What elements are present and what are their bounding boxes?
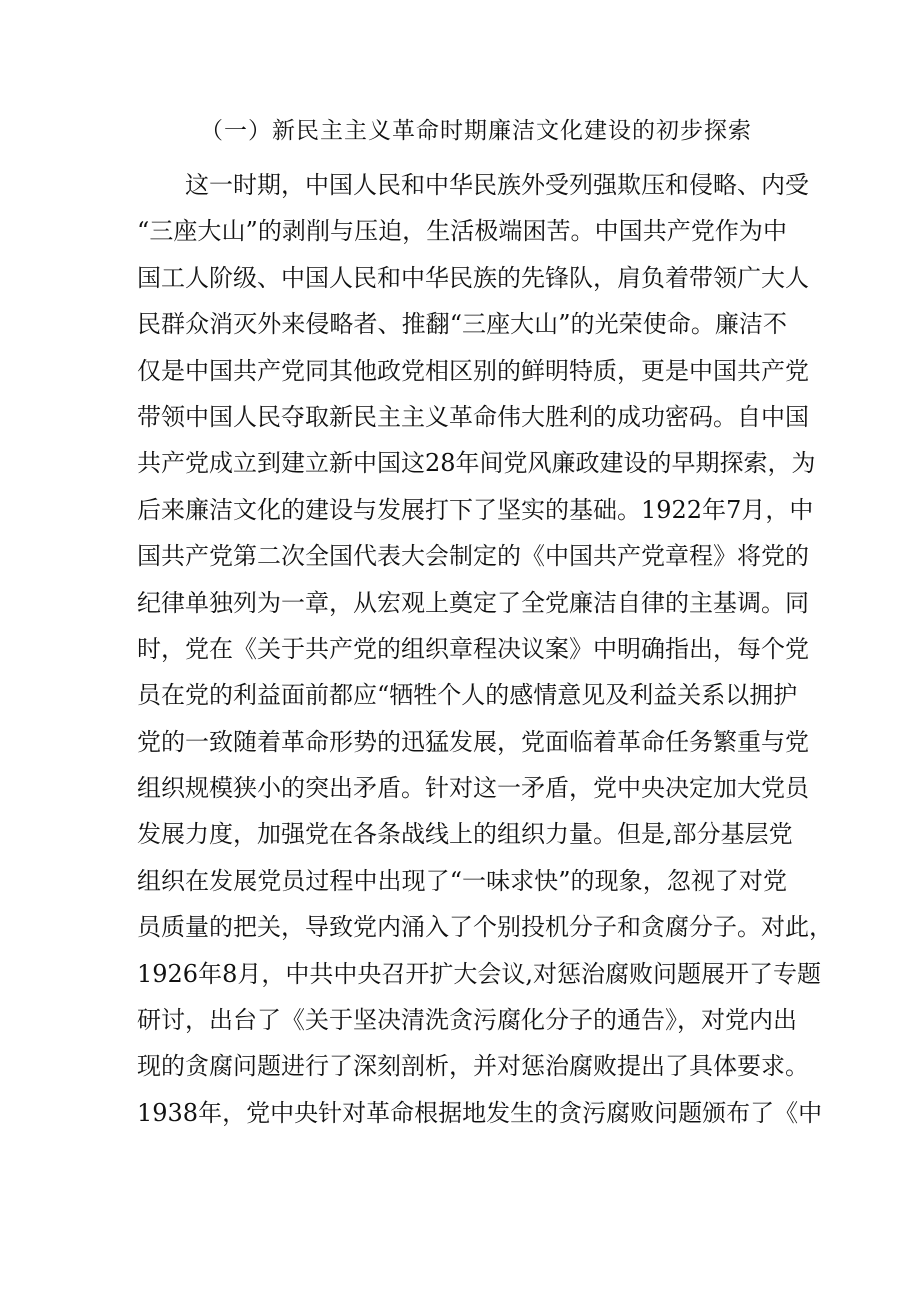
paragraph-line: 发展力度，加强党在各条战线上的组织力量。但是,部分基层党 (137, 820, 793, 849)
paragraph-line: 组织在发展党员过程中出现了“一味求快”的现象，忽视了对党 (137, 866, 787, 895)
paragraph-line: 带领中国人民夺取新民主主义革命伟大胜利的成功密码。自中国 (137, 402, 809, 431)
paragraph-line: 研讨，出台了《关于坚决清洗贪污腐化分子的通告》，对党内出 (137, 1006, 797, 1035)
paragraph-line: 仅是中国共产党同其他政党相区别的鲜明特质，更是中国共产党 (137, 356, 809, 385)
paragraph-line: 国共产党第二次全国代表大会制定的《中国共产党章程》将党的 (137, 542, 809, 571)
paragraph-line: 纪律单独列为一章，从宏观上奠定了全党廉洁自律的主基调。同 (137, 588, 809, 617)
paragraph-line: 时，党在《关于共产党的组织章程决议案》中明确指出，每个党 (137, 634, 809, 663)
paragraph-line: “三座大山”的剥削与压迫，生活极端困苦。中国共产党作为中 (137, 217, 787, 246)
paragraph-line: 1938年，党中央针对革命根据地发生的贪污腐败问题颁布了《中 (137, 1098, 823, 1127)
paragraph-line: 员质量的把关，导致党内涌入了个别投机分子和贪腐分子。对此， (137, 913, 833, 942)
paragraph-line: 员在党的利益面前都应“牺牲个人的感情意见及利益关系以拥护 (137, 681, 798, 710)
paragraph-line: 组织规模狭小的突出矛盾。针对这一矛盾，党中央决定加大党员 (137, 774, 809, 803)
section-heading: （一）新民主主义革命时期廉洁文化建设的初步探索 (200, 118, 752, 144)
paragraph-line: 现的贪腐问题进行了深刻剖析，并对惩治腐败提出了具体要求。 (137, 1052, 809, 1081)
paragraph-line: 国工人阶级、中国人民和中华民族的先锋队，肩负着带领广大人 (137, 263, 809, 292)
paragraph-line: 这一时期，中国人民和中华民族外受列强欺压和侵略、内受 (185, 171, 809, 199)
paragraph-line: 1926年8月，中共中央召开扩大会议,对惩治腐败问题展开了专题 (137, 959, 821, 988)
paragraph-line: 民群众消灭外来侵略者、推翻“三座大山”的光荣使命。廉洁不 (137, 310, 787, 339)
paragraph-line: 党的一致随着革命形势的迅猛发展，党面临着革命任务繁重与党 (137, 727, 809, 756)
body-paragraph (137, 162, 833, 1136)
paragraph-line: 共产党成立到建立新中国这28年间党风廉政建设的早期探索，为 (137, 449, 816, 478)
paragraph-line: 后来廉洁文化的建设与发展打下了坚实的基础。1922年7月，中 (137, 495, 814, 524)
